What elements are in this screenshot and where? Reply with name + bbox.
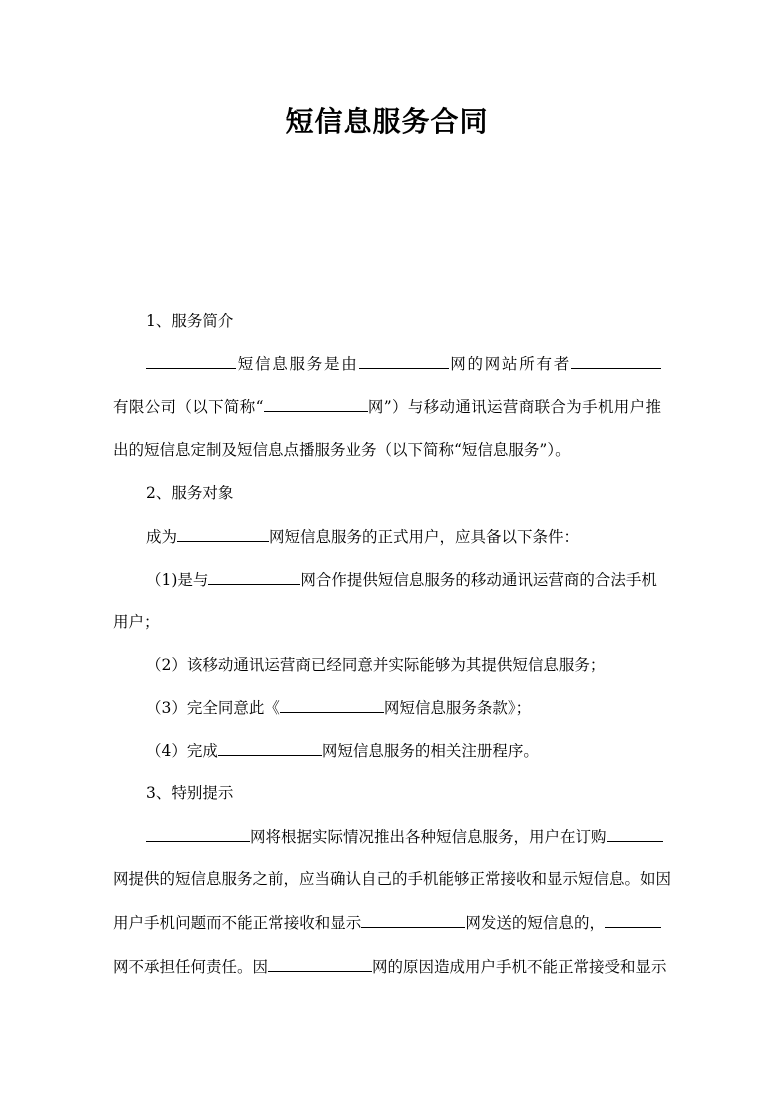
text-span: 网短信息服务的正式用户，应具备以下条件： [269,528,580,546]
section-2-condition-2: （2）该移动通讯运营商已经同意并实际能够为其提供短信息服务； [146,656,606,674]
text-span: 短信息服务是由 [236,355,359,373]
text-span: 有限公司（以下简称“ [113,398,264,416]
text-span: 网合作提供短信息服务的移动通讯运营商的合法手机 [300,571,657,589]
section-1-line-2 [113,396,661,417]
section-3-line-2: 网提供的短信息服务之前，应当确认自己的手机能够正常接收和显示短信息。如因 [113,870,672,888]
fill-blank[interactable] [571,353,661,369]
text-span: 网发送的短信息的， [465,914,605,932]
section-2-condition-4 [146,740,661,761]
fill-blank[interactable] [146,353,236,369]
fill-blank[interactable] [280,697,384,713]
fill-blank[interactable] [208,569,300,585]
section-3-line-4 [113,956,667,977]
text-span: 网”）与移动通讯运营商联合为手机用户推 [367,398,661,416]
text-span: 网的网站所有者 [448,355,571,373]
section-2-condition-3 [146,697,661,718]
text-span: 网的原因造成用户手机不能正常接受和显示 [372,958,667,976]
fill-blank[interactable] [359,353,449,369]
section-2-line-1 [146,526,661,547]
fill-blank[interactable] [605,912,661,928]
section-1-line-1 [146,353,661,374]
section-2-condition-1-cont: 用户； [113,613,160,631]
text-span: （1)是与 [146,571,209,589]
document-title: 短信息服务合同 [285,105,489,138]
section-2-heading: 2、服务对象 [146,484,234,502]
section-3-heading: 3、特别提示 [146,784,234,802]
text-span: （3）完全同意此《 [146,699,280,717]
fill-blank[interactable] [268,956,372,972]
text-span: 网短信息服务条款》； [383,699,532,717]
text-span: （4）完成 [146,742,218,760]
fill-blank[interactable] [361,912,465,928]
fill-blank[interactable] [264,396,368,412]
section-1-heading: 1、服务简介 [146,312,234,330]
text-span: 网不承担任何责任。因 [113,958,269,976]
fill-blank[interactable] [607,826,663,842]
text-span: 成为 [146,528,178,546]
section-2-condition-1 [146,569,661,590]
text-span: 用户手机问题而不能正常接收和显示 [113,914,362,932]
text-span: 网短信息服务的相关注册程序。 [321,742,539,760]
fill-blank[interactable] [177,526,269,542]
section-3-line-3 [113,912,661,933]
section-1-line-3: 出的短信息定制及短信息点播服务业务（以下简称“短信息服务”）。 [113,441,571,459]
fill-blank[interactable] [218,740,322,756]
section-3-line-1 [146,826,661,847]
fill-blank[interactable] [146,826,250,842]
text-span: 网将根据实际情况推出各种短信息服务，用户在订购 [250,828,607,846]
